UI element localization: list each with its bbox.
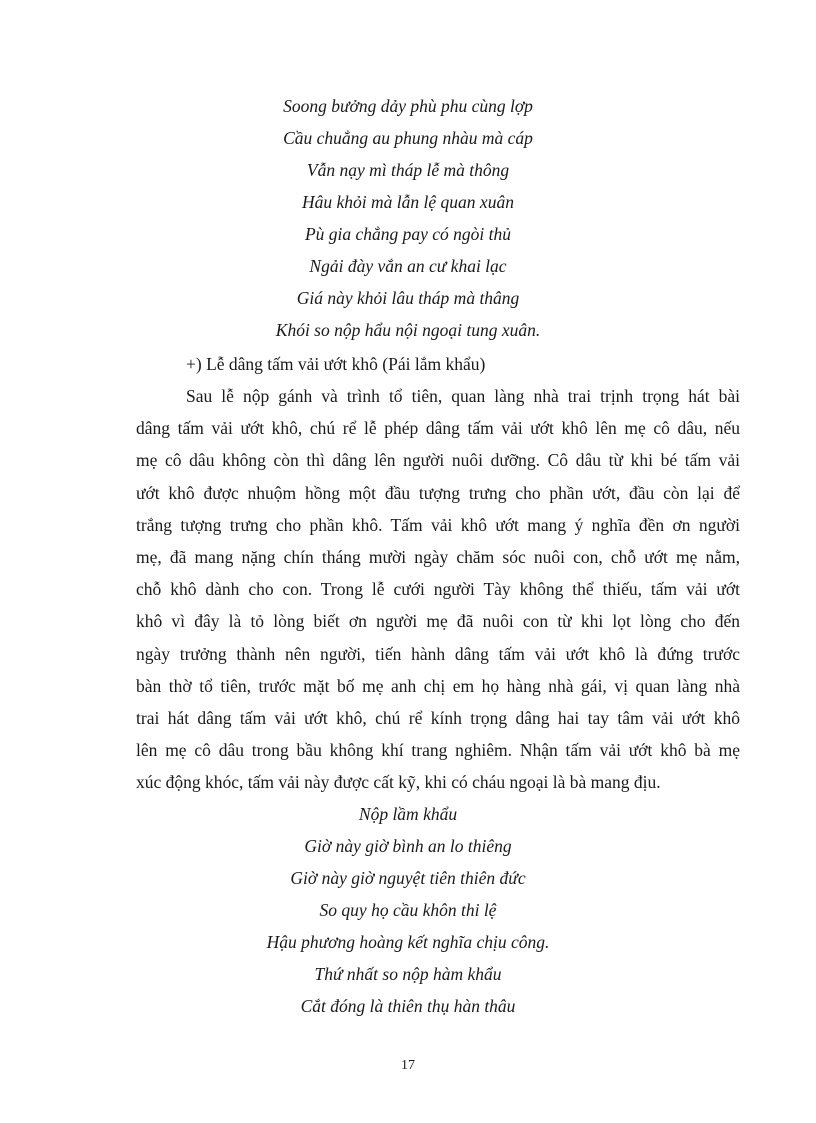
verse-line: Giờ này giờ bình an lo thiêng bbox=[304, 836, 512, 856]
verse-line: Hậu phương hoàng kết nghĩa chịu công. bbox=[266, 932, 550, 952]
paragraph-line: ngày trưởng thành nên người, tiến hành dâng tấm vải ướt khô là đứng trước bbox=[136, 643, 740, 664]
paragraph-line: ướt khô được nhuộm hồng một đầu tượng trưng cho phần ướt, đầu còn lại để bbox=[136, 482, 740, 503]
verse-line: Pù gia chẳng pay có ngòi thủ bbox=[304, 224, 512, 244]
paragraph-line: mẹ cô dâu không còn thì dâng lên người nuôi dưỡng. Cô dâu từ khi bé tấm vải bbox=[136, 450, 740, 471]
paragraph-line: xúc động khóc, tấm vải này được cất kỹ, khi có cháu ngoại là bà mang địu. bbox=[136, 772, 661, 793]
paragraph-line: bàn thờ tổ tiên, trước mặt bố mẹ anh chị em họ hàng nhà gái, vị quan làng nhà bbox=[136, 675, 740, 696]
paragraph-line: trai hát dâng tấm vải ướt khô, chú rể kính trọng dâng hai tay tâm vải ướt khô bbox=[136, 707, 740, 728]
paragraph-line: Sau lễ nộp gánh và trình tổ tiên, quan làng nhà trai trịnh trọng hát bài bbox=[186, 386, 740, 406]
verse-block-1 bbox=[0, 90, 816, 346]
paragraph-line: chỗ khô dành cho con. Trong lễ cưới người Tày không thể thiếu, tấm vải ướt bbox=[136, 579, 740, 600]
verse-line: Thứ nhất so nộp hàm khẩu bbox=[314, 964, 502, 984]
section-heading: +) Lễ dâng tấm vải ướt khô (Pái lắm khẩu) bbox=[186, 354, 486, 374]
verse-line: Vẫn nạy mì tháp lễ mà thông bbox=[306, 160, 510, 180]
body-paragraph bbox=[136, 380, 740, 798]
verse-line: Giờ này giờ nguyệt tiên thiên đức bbox=[290, 868, 526, 888]
verse-line: Giá này khỏi lâu tháp mà thâng bbox=[296, 288, 520, 308]
page-number: 17 bbox=[401, 1058, 415, 1073]
verse-line: Cầu chuẳng au phung nhàu mà cáp bbox=[283, 128, 533, 148]
paragraph-line: dâng tấm vải ướt khô, chú rể lễ phép dâng tấm vải ướt khô lên mẹ cô dâu, nếu bbox=[136, 418, 740, 439]
paragraph-line: mẹ, đã mang nặng chín tháng mười ngày chăm sóc nuôi con, chỗ ướt mẹ nằm, bbox=[136, 546, 740, 567]
verse-line: Khói so nộp hẩu nội ngoại tung xuân. bbox=[275, 320, 541, 340]
verse-line: Nộp lầm khẩu bbox=[358, 804, 458, 824]
paragraph-line: lên mẹ cô dâu trong bầu không khí trang nghiêm. Nhận tấm vải ướt khô bà mẹ bbox=[136, 740, 740, 761]
verse-line: Soong bưởng dảy phù phu cùng lợp bbox=[283, 96, 533, 116]
verse-line: Cắt đóng là thiên thụ hàn thâu bbox=[300, 996, 516, 1016]
verse-line: Ngải đày vắn an cư khai lạc bbox=[309, 256, 507, 276]
paragraph-line: trắng tượng trưng cho phần khô. Tấm vải khô ướt mang ý nghĩa đền ơn người bbox=[136, 514, 740, 535]
paragraph-line: khô vì đây là tỏ lòng biết ơn người mẹ đã nuôi con từ khi lọt lòng cho đến bbox=[136, 611, 740, 632]
verse-line: Hâu khỏi mà lẫn lệ quan xuân bbox=[302, 192, 514, 212]
verse-block-2 bbox=[0, 798, 816, 1022]
verse-line: So quy họ cầu khôn thi lệ bbox=[319, 900, 497, 920]
